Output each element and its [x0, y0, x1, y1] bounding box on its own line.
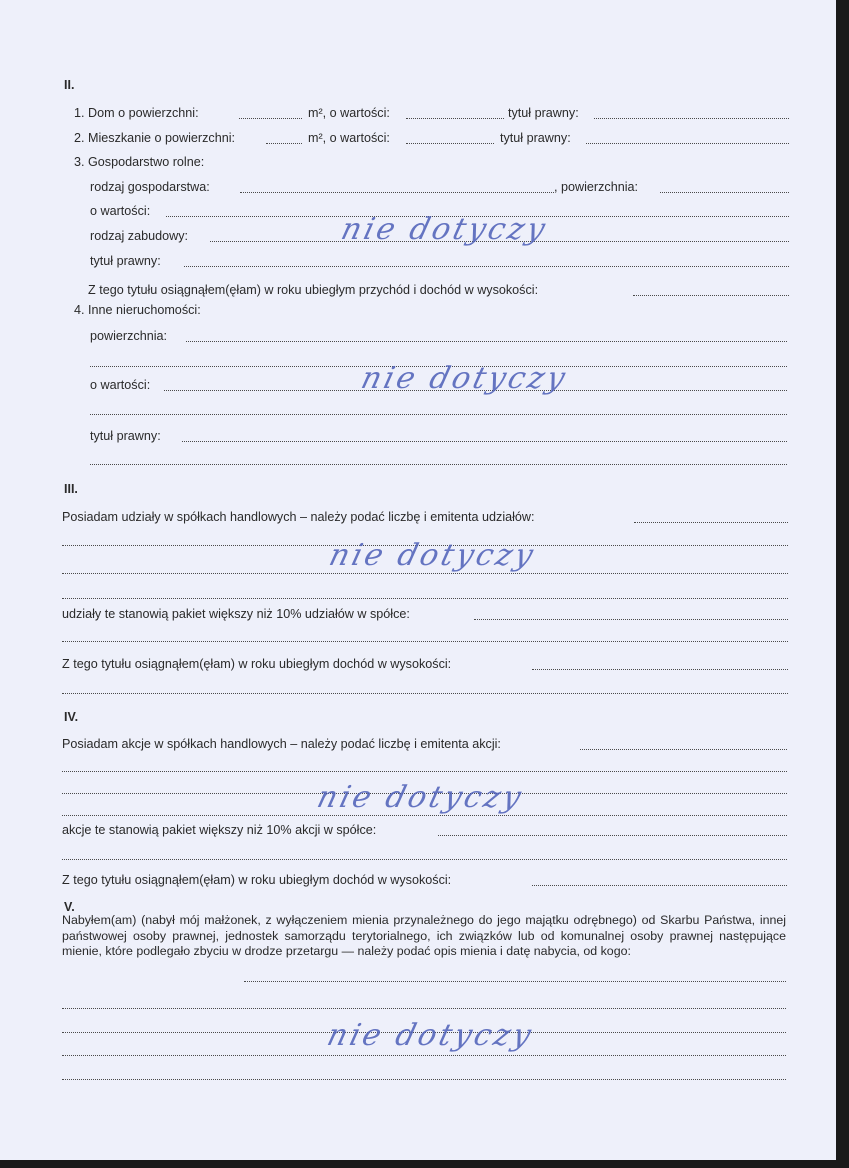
- scan-border-bottom: [0, 1160, 849, 1168]
- house-area-label: 1. Dom o powierzchni:: [74, 106, 199, 120]
- stocks-field[interactable]: [580, 749, 787, 750]
- other-title-row-2: [90, 452, 787, 468]
- section-ii-heading: II.: [64, 78, 75, 92]
- acquisition-row-2: [62, 996, 786, 1012]
- other-area-label: powierzchnia:: [90, 329, 168, 343]
- shares-income-label: Z tego tytułu osiągnąłem(ęłam) w roku ubiegłym dochód w wysokości:: [62, 657, 452, 671]
- farm-buildings-label: rodzaj zabudowy:: [90, 229, 189, 243]
- stocks-label: Posiadam akcje w spółkach handlowych – należy podać liczbę i emitenta akcji:: [62, 737, 501, 751]
- acquisition-field-4[interactable]: [62, 1055, 786, 1056]
- farm-heading: 3. Gospodarstwo rolne:: [74, 155, 205, 169]
- farm-income-label: Z tego tytułu osiągnąłem(ęłam) w roku ubiegłym przychód i dochód w wysokości:: [88, 283, 539, 297]
- shares-row: [62, 510, 788, 526]
- stocks-income-row: [62, 873, 787, 889]
- house-value-label: m², o wartości:: [308, 106, 390, 120]
- shares-field-3[interactable]: [62, 573, 788, 574]
- farm-value-label: o wartości:: [90, 204, 151, 218]
- stocks-field-2[interactable]: [62, 771, 787, 772]
- shares-income-field[interactable]: [532, 669, 788, 670]
- shares-field[interactable]: [634, 522, 788, 523]
- flat-value-field[interactable]: [406, 143, 494, 144]
- house-row: [74, 106, 789, 122]
- handwritten-not-applicable-5: nie dotyczy: [323, 1018, 538, 1053]
- house-title-field[interactable]: [594, 118, 789, 119]
- farm-type-row: [90, 180, 789, 196]
- shares-income-row-2: [62, 681, 788, 697]
- farm-type-field[interactable]: [240, 192, 554, 193]
- house-area-field[interactable]: [239, 118, 302, 119]
- shares-packet-row: [62, 607, 788, 623]
- handwritten-not-applicable-2: nie dotyczy: [357, 361, 572, 396]
- handwritten-not-applicable-1: nie dotyczy: [337, 212, 552, 247]
- scan-border-right: [836, 0, 849, 1168]
- stocks-packet-row-2: [62, 847, 787, 863]
- shares-field-4[interactable]: [62, 598, 788, 599]
- stocks-row-2: [62, 759, 787, 775]
- other-title-field[interactable]: [182, 441, 787, 442]
- stocks-packet-row: [62, 823, 787, 839]
- house-title-label: tytuł prawny:: [508, 106, 579, 120]
- farm-area-label: , powierzchnia:: [554, 180, 638, 194]
- farm-area-field[interactable]: [660, 192, 789, 193]
- handwritten-not-applicable-4: nie dotyczy: [313, 780, 528, 815]
- section-iii-heading: III.: [64, 482, 78, 496]
- flat-title-label: tytuł prawny:: [500, 131, 571, 145]
- other-title-label: tytuł prawny:: [90, 429, 161, 443]
- acquisition-field[interactable]: [244, 981, 786, 982]
- acquisition-row-5: [62, 1067, 786, 1083]
- other-area-field[interactable]: [186, 341, 787, 342]
- other-area-row: [90, 329, 787, 345]
- flat-area-label: 2. Mieszkanie o powierzchni:: [74, 131, 235, 145]
- farm-income-row: [88, 283, 789, 299]
- other-value-field-2[interactable]: [90, 414, 787, 415]
- other-property-heading: 4. Inne nieruchomości:: [74, 303, 201, 317]
- stocks-row: [62, 737, 787, 753]
- farm-type-label: rodzaj gospodarstwa:: [90, 180, 210, 194]
- stocks-income-field[interactable]: [532, 885, 787, 886]
- acquisition-field-5[interactable]: [62, 1079, 786, 1080]
- other-title-row: [90, 429, 787, 445]
- farm-title-field[interactable]: [184, 266, 789, 267]
- flat-title-field[interactable]: [586, 143, 789, 144]
- house-value-field[interactable]: [406, 118, 504, 119]
- farm-income-field[interactable]: [633, 295, 789, 296]
- flat-row: [74, 131, 789, 147]
- acquisition-paragraph: Nabyłem(am) (nabył mój małżonek, z wyłączeniem mienia przynależnego do jego majątku odrębnego) od Skarbu Państwa, innej państwowej osoby prawnej, jednostek samorządu terytorialnego, ich związków lub od komunalnej osoby prawnej następujące mienie, które podlegało zbyciu w drodze przetargu — należy podać opis mienia i datę nabycia, od kogo:: [62, 913, 786, 958]
- acquisition-field-2[interactable]: [62, 1008, 786, 1009]
- other-value-label: o wartości:: [90, 378, 151, 392]
- shares-income-row: [62, 657, 788, 673]
- other-title-field-2[interactable]: [90, 464, 787, 465]
- shares-packet-field-2[interactable]: [62, 641, 788, 642]
- stocks-packet-label: akcje te stanowią pakiet większy niż 10% akcji w spółce:: [62, 823, 377, 837]
- section-v-heading: V.: [64, 900, 75, 914]
- stocks-income-label: Z tego tytułu osiągnąłem(ęłam) w roku ubiegłym dochód w wysokości:: [62, 873, 452, 887]
- stocks-field-4[interactable]: [62, 815, 787, 816]
- flat-value-label: m², o wartości:: [308, 131, 390, 145]
- other-value-row-2: [90, 402, 787, 418]
- shares-packet-row-2: [62, 629, 788, 645]
- stocks-packet-field[interactable]: [438, 835, 787, 836]
- shares-row-4: [62, 586, 788, 602]
- farm-title-label: tytuł prawny:: [90, 254, 161, 268]
- stocks-packet-field-2[interactable]: [62, 859, 787, 860]
- section-iv-heading: IV.: [64, 710, 79, 724]
- shares-packet-field[interactable]: [474, 619, 788, 620]
- handwritten-not-applicable-3: nie dotyczy: [325, 538, 540, 573]
- shares-income-field-2[interactable]: [62, 693, 788, 694]
- shares-label: Posiadam udziały w spółkach handlowych – należy podać liczbę i emitenta udziałów:: [62, 510, 535, 524]
- flat-area-field[interactable]: [266, 143, 302, 144]
- shares-packet-label: udziały te stanowią pakiet większy niż 10% udziałów w spółce:: [62, 607, 410, 621]
- farm-title-row: [90, 254, 789, 270]
